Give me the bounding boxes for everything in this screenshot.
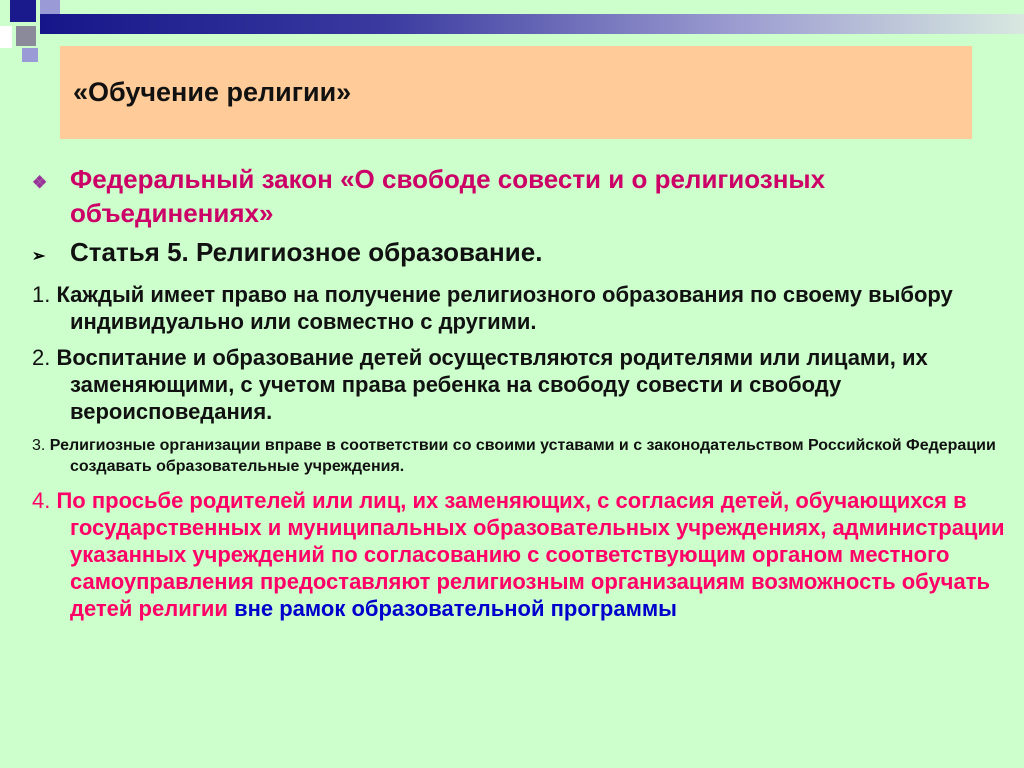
law-title: Федеральный закон «О свободе совести и о религиозных объединениях» bbox=[70, 164, 826, 228]
highlight-text: вне рамок образовательной программы bbox=[234, 596, 677, 621]
decor-gradient-bar bbox=[40, 14, 1024, 34]
article-item-3 bbox=[32, 435, 1007, 477]
decor-square bbox=[0, 26, 12, 48]
article-item-1 bbox=[32, 281, 1007, 335]
decor-square bbox=[40, 0, 60, 14]
decor-square bbox=[16, 26, 36, 46]
article-paragraph bbox=[32, 237, 1007, 272]
article-title: Статья 5. Религиозное образование. bbox=[70, 237, 543, 267]
decor-square bbox=[10, 0, 36, 22]
diamond-bullet-icon: ❖ bbox=[32, 173, 48, 192]
slide-content bbox=[32, 164, 1007, 622]
slide-title: «Обучение религии» bbox=[73, 77, 352, 107]
decor-square bbox=[22, 48, 38, 62]
item-number: 3. bbox=[32, 437, 46, 454]
item-number: 2. bbox=[32, 345, 51, 370]
arrow-bullet-icon: ➢ bbox=[32, 248, 46, 265]
article-item-2 bbox=[32, 344, 1007, 425]
title-box bbox=[60, 46, 972, 139]
item-text: Воспитание и образование детей осуществляются родителями или лицами, их заменяющими, с учетом права ребенка на свободу совести и свободу вероисповедания. bbox=[56, 345, 928, 424]
item-text: Религиозные организации вправе в соответствии со своими уставами и с законодательством Российской Федерации создавать образовательные учреждения. bbox=[49, 437, 996, 475]
article-item-4 bbox=[32, 487, 1007, 622]
item-number: 4. bbox=[32, 488, 51, 513]
item-text: По просьбе родителей или лиц, их заменяющих, с согласия детей, обучающихся в государственных и муниципальных образовательных учреждениях, администрации указанных учреждений по согласованию с соответствующим органом местного самоуправления предоставляют религиозным организациям возможность обучать детей религии bbox=[56, 488, 1005, 621]
item-text: Каждый имеет право на получение религиозного образования по своему выбору индивидуально или совместно с другими. bbox=[56, 282, 953, 334]
law-paragraph bbox=[32, 164, 1007, 229]
item-number: 1. bbox=[32, 282, 51, 307]
